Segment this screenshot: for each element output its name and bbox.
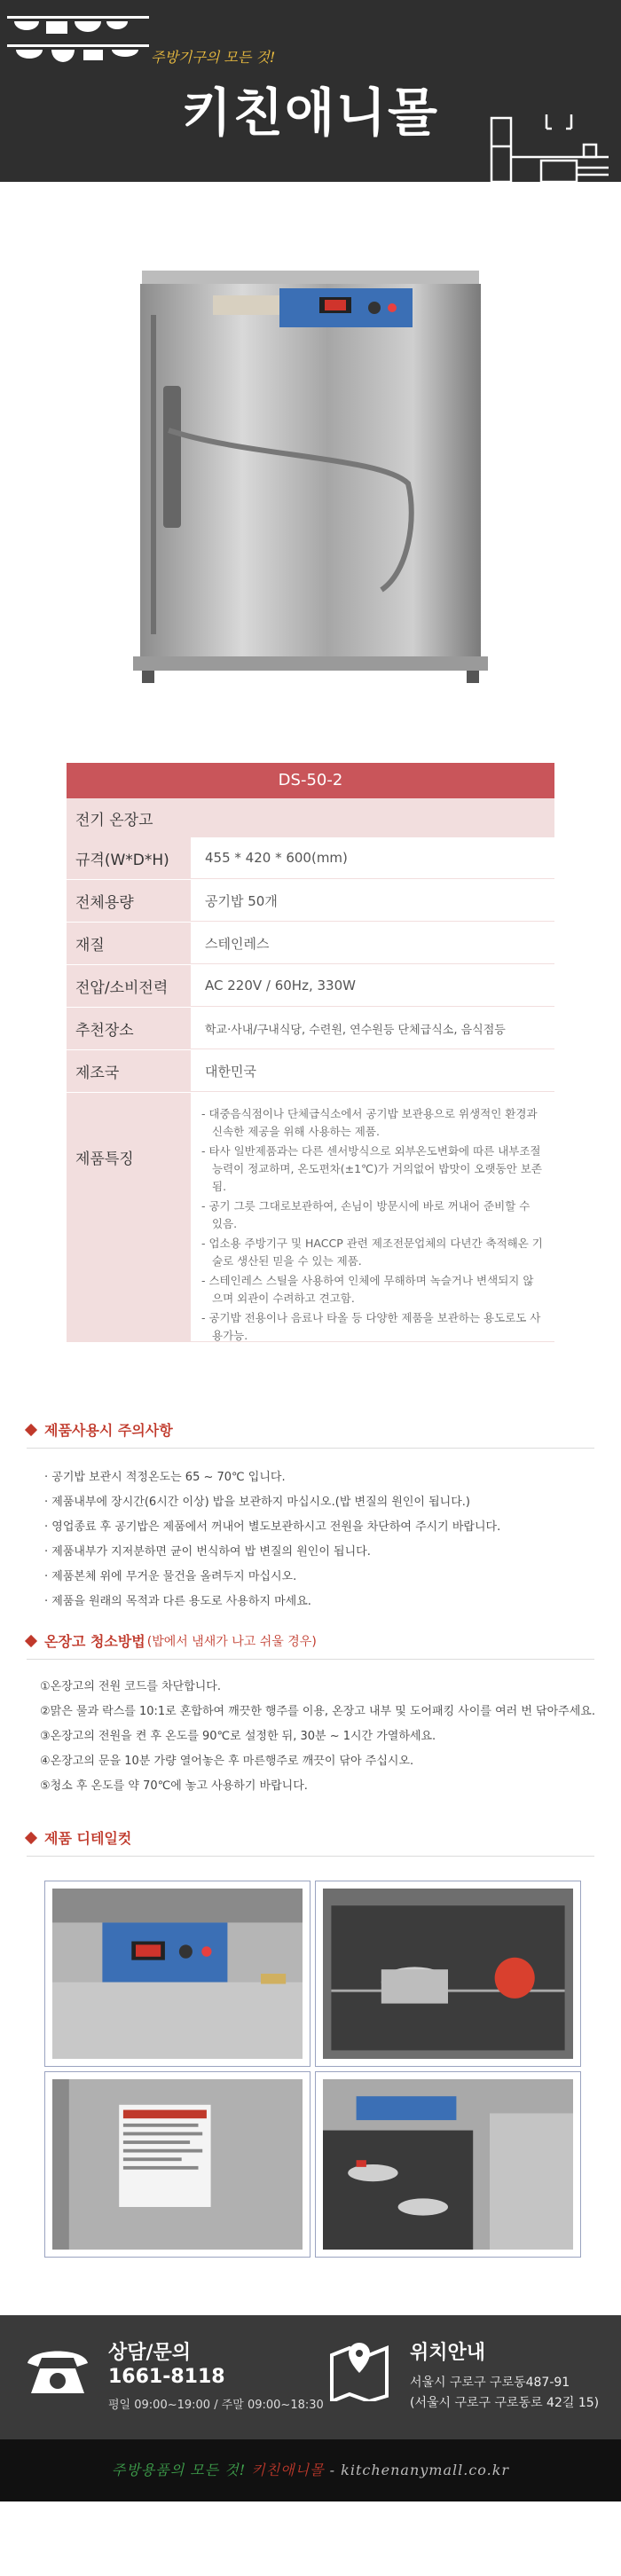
spec-row (67, 880, 554, 923)
spec-label: 전압/소비전력 (67, 965, 191, 1007)
spec-row (67, 1008, 554, 1050)
model-header: DS-50-2 (67, 763, 554, 798)
footer-brand: 키친애니몰 (251, 2462, 325, 2478)
detail-photo-control-panel (44, 1881, 310, 2067)
caution-item: · 제품을 원래의 목적과 다른 용도로 사용하지 마세요. (44, 1595, 311, 1608)
spec-value: 455 * 420 * 600(mm) (191, 837, 554, 879)
feature-item: - 대중음식점이나 단체급식소에서 공기밥 보관용으로 위생적인 환경과 신속한 제공을 위해 사용하는 제품. (201, 1107, 538, 1138)
spec-value: 스테인레스 (191, 923, 554, 964)
feature-item: - 스테인레스 스틸을 사용하여 인체에 무해하며 녹슬거나 변색되지 않으며 외관이 수려하고 견고함. (201, 1274, 534, 1305)
clean-item: ①온장고의 전원 코드를 차단합니다. (40, 1680, 221, 1693)
spec-table (67, 763, 554, 1343)
product-name: 전기 온장고 (67, 798, 554, 837)
spec-value: 대한민국 (191, 1050, 554, 1092)
footer-slogan: 주방용품의 모든 것! (111, 2462, 247, 2478)
feature-item: - 공기 그릇 그대로보관하여, 손님이 방문시에 바로 꺼내어 준비할 수 있음. (201, 1199, 531, 1230)
caution-item: · 제품내부가 지저분하면 균이 번식하여 밥 변질의 원인이 됩니다. (44, 1545, 371, 1559)
spec-label: 추천장소 (67, 1008, 191, 1049)
detail-title-text: 제품 디테일컷 (44, 1830, 132, 1847)
map-pin-icon (328, 2337, 390, 2401)
feature-item: - 공기밥 전용이나 음료나 타올 등 다양한 제품을 보관하는 용도로도 사용가능. (201, 1311, 541, 1342)
caution-item: · 공기밥 보관시 적정온도는 65 ~ 70℃ 입니다. (44, 1471, 286, 1484)
spec-value: AC 220V / 60Hz, 330W (191, 965, 554, 1007)
header-banner (0, 0, 621, 182)
clean-item: ⑤청소 후 온도를 약 70℃에 놓고 사용하기 바랍니다. (40, 1779, 308, 1793)
product-photo (115, 253, 506, 696)
clean-title-text: 온장고 청소방법 (44, 1633, 145, 1650)
diamond-icon (25, 1634, 37, 1646)
spec-row (67, 837, 554, 880)
spec-label: 제품특징 (67, 1093, 191, 1342)
clean-list (40, 1675, 599, 1799)
feature-item: - 업소용 주방기구 및 HACCP 관련 제조전문업체의 다년간 축적해온 기술로 생산된 믿을 수 있는 제품. (201, 1237, 543, 1268)
detail-photo-open-door (315, 2071, 581, 2258)
address-line-2: (서울시 구로구 구로동로 42길 15) (410, 2396, 600, 2410)
detail-photo-interior-pots (315, 1881, 581, 2067)
telephone-icon (22, 2342, 93, 2397)
spec-value: 공기밥 50개 (191, 880, 554, 922)
spec-label: 규격(W*D*H) (67, 837, 191, 879)
spec-label: 제조국 (67, 1050, 191, 1092)
caution-item: · 제품본체 위에 무거운 물건을 올려두지 마십시오. (44, 1570, 297, 1583)
caution-item: · 영업종료 후 공기밥은 제품에서 꺼내어 별도보관하시고 전원을 차단하여 주시기 바랍니다. (44, 1520, 501, 1534)
spec-label: 재질 (67, 923, 191, 964)
spec-row (67, 965, 554, 1008)
footer-url[interactable]: - kitchenanymall.co.kr (329, 2462, 510, 2478)
divider (27, 1856, 594, 1857)
header-slogan: 주방기구의 모든 것! (151, 49, 276, 66)
spec-row-features (67, 1093, 554, 1343)
kitchen-icon (488, 111, 612, 182)
features-list (191, 1093, 554, 1342)
spec-label: 전체용량 (67, 880, 191, 922)
contact-title: 상담/문의 (108, 2342, 192, 2364)
diamond-icon (25, 1423, 37, 1435)
caution-list (44, 1465, 594, 1614)
phone-number[interactable]: 1661-8118 (108, 2366, 225, 2388)
caution-item: · 제품내부에 장시간(6시간 이상) 밥을 보관하지 마십시오.(밥 변질의 원인이 됩니다.) (44, 1496, 471, 1509)
location-title: 위치안내 (410, 2342, 486, 2364)
clean-title (27, 1630, 317, 1651)
spec-row (67, 1050, 554, 1093)
footer-bar (0, 2439, 621, 2501)
bowls-icon (7, 9, 149, 71)
brand-title: 키친애니몰 (181, 82, 440, 143)
caution-title (27, 1419, 173, 1440)
divider (27, 1659, 594, 1660)
spec-row (67, 923, 554, 965)
divider (27, 1448, 594, 1449)
clean-item: ③온장고의 전원을 켠 후 온도를 90℃로 설정한 뒤, 30분 ~ 1시간 가열하세요. (40, 1730, 436, 1743)
detail-title (27, 1827, 131, 1848)
clean-item: ②맑은 물과 락스를 10:1로 혼합하여 깨끗한 행주를 이용, 온장고 내부 및 도어패킹 사이를 여러 번 닦아주세요. (40, 1705, 595, 1718)
detail-photo-side-label (44, 2071, 310, 2258)
clean-item: ④온장고의 문을 10분 가량 열어놓은 후 마른행주로 깨끗이 닦아 주십시오. (40, 1755, 414, 1768)
clean-subtitle: (밥에서 냄새가 나고 쉬울 경우) (146, 1634, 317, 1649)
caution-title-text: 제품사용시 주의사항 (44, 1422, 173, 1439)
footer (0, 2315, 621, 2501)
feature-item: - 타사 일반제품과는 다른 센서방식으로 외부온도변화에 따른 내부조절능력이 정교하며, 온도편차(±1℃)가 거의없어 밥맛이 오랫동안 보존됨. (201, 1144, 542, 1193)
diamond-icon (25, 1831, 37, 1843)
business-hours: 평일 09:00~19:00 / 주말 09:00~18:30 (108, 2399, 324, 2412)
address-line-1: 서울시 구로구 구로동487-91 (410, 2376, 570, 2390)
spec-value: 학교·사내/구내식당, 수련원, 연수원등 단체급식소, 음식점등 (191, 1008, 554, 1049)
